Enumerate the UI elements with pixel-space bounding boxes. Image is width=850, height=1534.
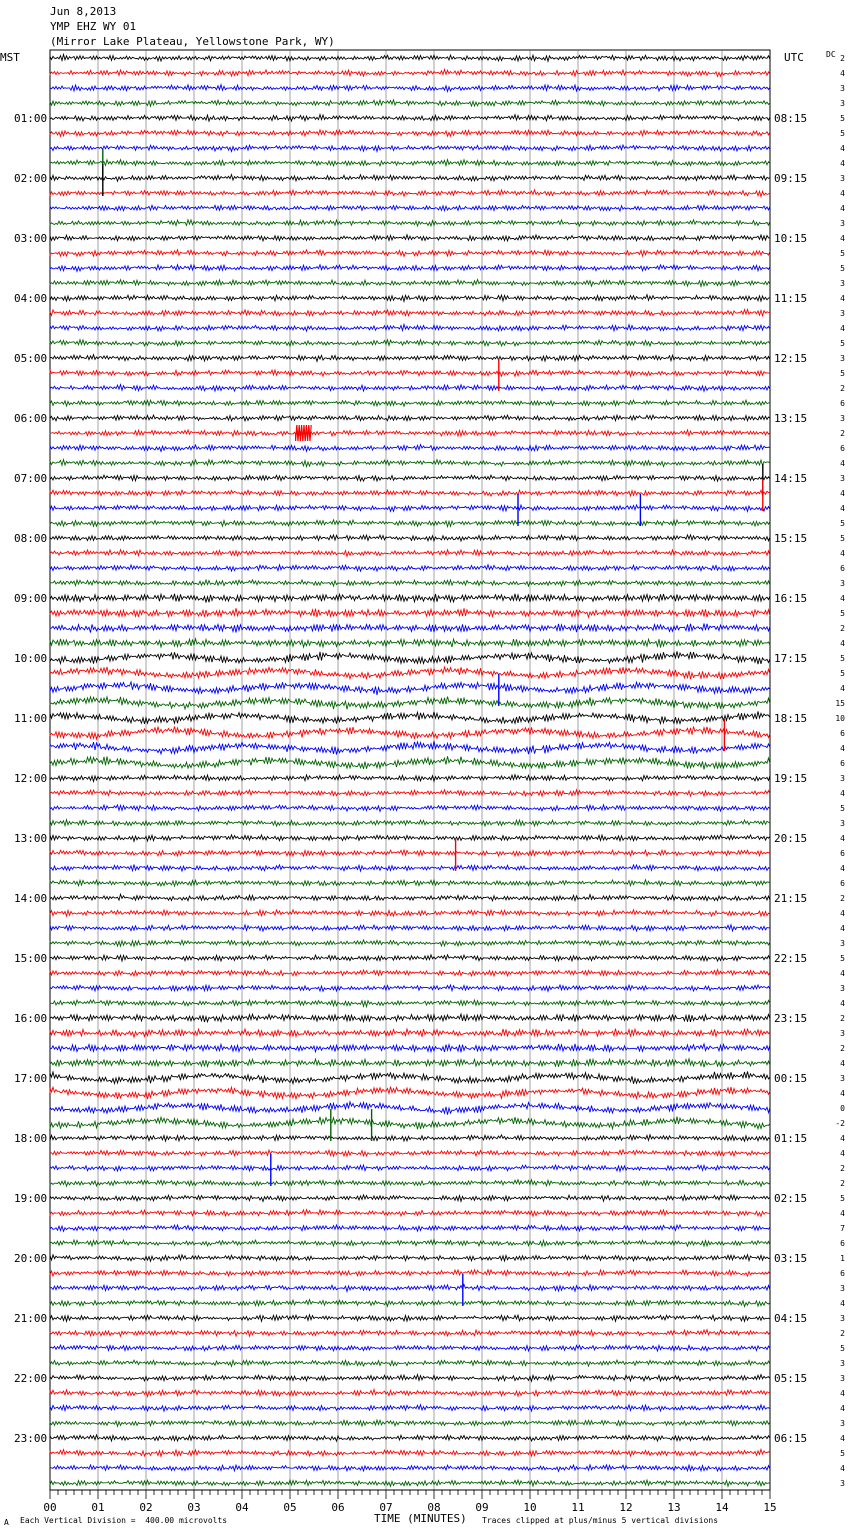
trace-23	[50, 400, 770, 406]
right-hour-label: 23:15	[774, 1012, 808, 1025]
trace-70	[50, 1102, 770, 1115]
dc-offset: 4	[840, 504, 845, 513]
left-hour-label: 18:00	[14, 1132, 48, 1145]
trace-2	[50, 85, 770, 92]
trace-27	[50, 460, 770, 467]
right-hour-label: 06:15	[774, 1432, 808, 1445]
trace-35	[50, 580, 770, 586]
footer-mark: A	[4, 1518, 9, 1527]
x-tick-label: 08	[427, 1501, 441, 1514]
right-timezone-label: UTC	[784, 51, 804, 64]
trace-36	[50, 594, 770, 603]
trace-52	[50, 835, 770, 842]
x-tick-label: 01	[91, 1501, 105, 1514]
right-hour-label: 04:15	[774, 1312, 808, 1325]
dc-offset: 4	[840, 294, 845, 303]
trace-22	[50, 385, 770, 392]
dc-offset: 6	[840, 1269, 845, 1278]
trace-69	[50, 1087, 770, 1099]
right-hour-label: 12:15	[774, 352, 808, 365]
left-hour-label: 01:00	[14, 112, 48, 125]
right-hour-label: 18:15	[774, 712, 808, 725]
dc-offset: -2	[835, 1119, 845, 1128]
dc-offset-labels	[835, 54, 845, 1488]
left-hour-label: 06:00	[14, 412, 48, 425]
dc-offset: 3	[840, 1374, 845, 1383]
dc-offset: 3	[840, 984, 845, 993]
dc-offset: 6	[840, 399, 845, 408]
dc-offset: 4	[840, 1149, 845, 1158]
header-station: YMP EHZ WY 01	[50, 20, 137, 33]
trace-65	[50, 1029, 770, 1038]
dc-offset: 3	[840, 219, 845, 228]
dc-offset: 4	[840, 684, 845, 693]
right-hour-label: 11:15	[774, 292, 808, 305]
left-hour-label: 12:00	[14, 772, 48, 785]
trace-71	[50, 1117, 770, 1130]
trace-16	[50, 295, 770, 302]
trace-24	[50, 415, 770, 421]
dc-offset: 4	[840, 789, 845, 798]
dc-offset: 4	[840, 144, 845, 153]
dc-offset: 3	[840, 939, 845, 948]
trace-66	[50, 1044, 770, 1053]
x-tick-label: 11	[571, 1501, 585, 1514]
dc-offset: 3	[840, 84, 845, 93]
trace-87	[50, 1360, 770, 1366]
trace-61	[50, 970, 770, 976]
trace-29	[50, 490, 770, 496]
left-timezone-label: MST	[0, 51, 20, 64]
x-tick-label: 02	[139, 1501, 153, 1514]
dc-offset: 4	[840, 1434, 845, 1443]
dc-offset: 7	[840, 1224, 845, 1233]
left-hour-label: 13:00	[14, 832, 48, 845]
dc-offset: 2	[840, 1014, 845, 1023]
dc-offset: 4	[840, 924, 845, 933]
right-hour-label: 08:15	[774, 112, 808, 125]
dc-offset: 4	[840, 639, 845, 648]
dc-offset: 3	[840, 1314, 845, 1323]
trace-91	[50, 1420, 770, 1426]
dc-offset: 5	[840, 129, 845, 138]
trace-7	[50, 160, 770, 166]
dc-offset: 2	[840, 894, 845, 903]
trace-12	[50, 235, 770, 241]
trace-88	[50, 1375, 770, 1382]
dc-offset: 2	[840, 624, 845, 633]
dc-offset: 2	[840, 1179, 845, 1188]
dc-offset: 2	[840, 1044, 845, 1053]
dc-offset: 4	[840, 969, 845, 978]
trace-81	[50, 1270, 770, 1276]
trace-60	[50, 955, 770, 961]
trace-18	[50, 324, 770, 331]
right-hour-label: 14:15	[774, 472, 808, 485]
dc-offset: 2	[840, 1329, 845, 1338]
dc-offset: 5	[840, 609, 845, 618]
dc-offset: 6	[840, 1239, 845, 1248]
trace-33	[50, 550, 770, 557]
trace-1	[50, 69, 770, 76]
trace-41	[50, 667, 770, 679]
trace-48	[50, 775, 770, 782]
trace-28	[50, 475, 770, 481]
dc-offset: 6	[840, 729, 845, 738]
dc-offset: 4	[840, 549, 845, 558]
trace-4	[50, 115, 770, 122]
trace-46	[50, 741, 770, 755]
left-hour-label: 08:00	[14, 532, 48, 545]
dc-offset: 6	[840, 444, 845, 453]
trace-25	[50, 430, 770, 436]
trace-62	[50, 985, 770, 991]
dc-offset: 4	[840, 834, 845, 843]
trace-78	[50, 1225, 770, 1231]
trace-45	[50, 727, 770, 740]
footer-clip-note: Traces clipped at plus/minus 5 vertical divisions	[482, 1516, 719, 1525]
dc-offset: 3	[840, 1419, 845, 1428]
left-hour-label: 09:00	[14, 592, 48, 605]
dc-offset: 3	[840, 819, 845, 828]
trace-32	[50, 535, 770, 541]
trace-54	[50, 865, 770, 872]
dc-offset: 5	[840, 804, 845, 813]
dc-offset: 2	[840, 384, 845, 393]
left-hour-label: 07:00	[14, 472, 48, 485]
dc-offset: 5	[840, 669, 845, 678]
trace-58	[50, 925, 770, 931]
trace-31	[50, 520, 770, 527]
dc-offset: 0	[840, 1104, 845, 1113]
trace-19	[50, 340, 770, 346]
trace-42	[50, 682, 770, 695]
dc-offset: 4	[840, 594, 845, 603]
trace-72	[50, 1135, 770, 1141]
right-hour-label: 16:15	[774, 592, 808, 605]
trace-37	[50, 608, 770, 617]
dc-offset: 1	[840, 1254, 845, 1263]
trace-10	[50, 205, 770, 211]
dc-offset: 5	[840, 1449, 845, 1458]
header-location: (Mirror Lake Plateau, Yellowstone Park, WY)	[50, 35, 335, 48]
footer-scale-note: Each Vertical Division = 400.00 microvolts	[20, 1516, 228, 1525]
trace-34	[50, 565, 770, 571]
x-tick-label: 09	[475, 1501, 489, 1514]
right-hour-label: 10:15	[774, 232, 808, 245]
dc-offset: 3	[840, 774, 845, 783]
trace-77	[50, 1210, 770, 1217]
x-tick-label: 00	[43, 1501, 57, 1514]
dc-offset: 3	[840, 279, 845, 288]
trace-14	[50, 265, 770, 272]
dc-offset: 3	[840, 474, 845, 483]
left-hour-label: 02:00	[14, 172, 48, 185]
left-hour-label: 10:00	[14, 652, 48, 665]
trace-20	[50, 355, 770, 362]
trace-30	[50, 505, 770, 511]
trace-47	[50, 756, 770, 769]
trace-73	[50, 1150, 770, 1156]
dc-offset: 4	[840, 189, 845, 198]
dc-offset: 5	[840, 1344, 845, 1353]
dc-offset: 6	[840, 849, 845, 858]
dc-offset: 4	[840, 1404, 845, 1413]
dc-offset: 4	[840, 1209, 845, 1218]
dc-offset: 4	[840, 999, 845, 1008]
dc-offset: 4	[840, 1059, 845, 1068]
trace-49	[50, 790, 770, 796]
right-hour-label: 17:15	[774, 652, 808, 665]
trace-85	[50, 1330, 770, 1337]
x-tick-label: 12	[619, 1501, 633, 1514]
dc-offset: 4	[840, 1389, 845, 1398]
trace-11	[50, 220, 770, 226]
dc-offset: 5	[840, 519, 845, 528]
trace-13	[50, 250, 770, 257]
dc-offset: 4	[840, 204, 845, 213]
dc-offset: 5	[840, 264, 845, 273]
dc-offset: 4	[840, 69, 845, 78]
right-hour-label: 13:15	[774, 412, 808, 425]
trace-63	[50, 1000, 770, 1006]
right-hour-label: 20:15	[774, 832, 808, 845]
right-hour-label: 21:15	[774, 892, 808, 905]
right-hour-label: 02:15	[774, 1192, 808, 1205]
dc-offset: 6	[840, 759, 845, 768]
left-hour-label: 14:00	[14, 892, 48, 905]
dc-offset: 3	[840, 1284, 845, 1293]
left-hour-label: 22:00	[14, 1372, 48, 1385]
x-tick-label: 14	[715, 1501, 729, 1514]
right-hour-label: 09:15	[774, 172, 808, 185]
trace-94	[50, 1465, 770, 1471]
trace-38	[50, 624, 770, 633]
dc-offset: 3	[840, 1479, 845, 1488]
dc-offset: 4	[840, 864, 845, 873]
trace-64	[50, 1014, 770, 1022]
dc-offset: 4	[840, 324, 845, 333]
dc-offset: 6	[840, 879, 845, 888]
trace-67	[50, 1059, 770, 1068]
seismic-traces	[50, 55, 770, 1487]
dc-offset: 5	[840, 954, 845, 963]
left-hour-label: 03:00	[14, 232, 48, 245]
trace-89	[50, 1390, 770, 1397]
trace-44	[50, 711, 770, 724]
trace-15	[50, 280, 770, 287]
left-hour-label: 04:00	[14, 292, 48, 305]
x-tick-label: 15	[763, 1501, 777, 1514]
right-hour-label: 15:15	[774, 532, 808, 545]
trace-83	[50, 1300, 770, 1307]
dc-offset: 3	[840, 1074, 845, 1083]
time-axis	[43, 1490, 776, 1514]
x-tick-label: 04	[235, 1501, 249, 1514]
x-tick-label: 06	[331, 1501, 345, 1514]
left-hour-label: 23:00	[14, 1432, 48, 1445]
event-3	[296, 425, 312, 441]
dc-offset: 3	[840, 579, 845, 588]
trace-43	[50, 697, 770, 710]
trace-82	[50, 1285, 770, 1292]
right-hour-label: 19:15	[774, 772, 808, 785]
trace-3	[50, 100, 770, 106]
right-hour-label: 05:15	[774, 1372, 808, 1385]
dc-offset: 10	[835, 714, 845, 723]
trace-93	[50, 1449, 770, 1456]
trace-79	[50, 1240, 770, 1247]
dc-offset: 5	[840, 369, 845, 378]
left-hour-label: 05:00	[14, 352, 48, 365]
trace-74	[50, 1165, 770, 1171]
x-tick-label: 03	[187, 1501, 201, 1514]
dc-offset: 5	[840, 114, 845, 123]
dc-offset: 4	[840, 1299, 845, 1308]
trace-75	[50, 1180, 770, 1187]
trace-90	[50, 1405, 770, 1411]
left-hour-label: 20:00	[14, 1252, 48, 1265]
trace-68	[50, 1072, 770, 1084]
dc-offset: 3	[840, 309, 845, 318]
dc-offset: 4	[840, 909, 845, 918]
trace-39	[50, 639, 770, 648]
dc-offset: 3	[840, 354, 845, 363]
dc-offset: 3	[840, 1359, 845, 1368]
dc-offset: 3	[840, 174, 845, 183]
header-date: Jun 8,2013	[50, 5, 117, 18]
x-tick-label: 10	[523, 1501, 537, 1514]
trace-53	[50, 850, 770, 856]
dc-offset: 4	[840, 459, 845, 468]
left-hour-label: 19:00	[14, 1192, 48, 1205]
dc-offset: 2	[840, 429, 845, 438]
trace-55	[50, 880, 770, 886]
trace-26	[50, 445, 770, 452]
dc-offset: 2	[840, 54, 845, 63]
trace-50	[50, 805, 770, 812]
right-hour-label: 22:15	[774, 952, 808, 965]
dc-offset: 2	[840, 1164, 845, 1173]
dc-offset: 3	[840, 414, 845, 423]
trace-80	[50, 1255, 770, 1262]
trace-0	[50, 55, 770, 62]
left-hour-label: 21:00	[14, 1312, 48, 1325]
trace-86	[50, 1345, 770, 1351]
dc-offset: 6	[840, 564, 845, 573]
trace-95	[50, 1480, 770, 1486]
dc-offset: 4	[840, 1464, 845, 1473]
dc-offset: 4	[840, 159, 845, 168]
dc-offset: 3	[840, 99, 845, 108]
trace-51	[50, 820, 770, 826]
trace-40	[50, 651, 770, 664]
dc-offset: 4	[840, 489, 845, 498]
trace-92	[50, 1435, 770, 1441]
x-axis-title: TIME (MINUTES)	[374, 1512, 467, 1525]
dc-offset: 5	[840, 249, 845, 258]
left-hour-label: 11:00	[14, 712, 48, 725]
dc-offset: 4	[840, 1134, 845, 1143]
trace-59	[50, 940, 770, 946]
dc-label: DC	[826, 50, 836, 59]
trace-76	[50, 1195, 770, 1202]
dc-offset: 3	[840, 1029, 845, 1038]
left-hour-label: 17:00	[14, 1072, 48, 1085]
trace-6	[50, 145, 770, 151]
trace-8	[50, 175, 770, 182]
dc-offset: 5	[840, 534, 845, 543]
left-hour-label: 15:00	[14, 952, 48, 965]
trace-9	[50, 190, 770, 197]
x-tick-label: 05	[283, 1501, 297, 1514]
dc-offset: 15	[835, 699, 845, 708]
dc-offset: 5	[840, 339, 845, 348]
trace-57	[50, 910, 770, 916]
dc-offset: 5	[840, 1194, 845, 1203]
dc-offset: 4	[840, 1089, 845, 1098]
left-hour-label: 16:00	[14, 1012, 48, 1025]
dc-offset: 4	[840, 744, 845, 753]
dc-offset: 4	[840, 234, 845, 243]
right-hour-label: 00:15	[774, 1072, 808, 1085]
right-hour-label: 03:15	[774, 1252, 808, 1265]
trace-56	[50, 894, 770, 901]
trace-17	[50, 310, 770, 316]
dc-offset: 5	[840, 654, 845, 663]
right-hour-label: 01:15	[774, 1132, 808, 1145]
trace-21	[50, 370, 770, 377]
trace-5	[50, 130, 770, 136]
trace-84	[50, 1315, 770, 1322]
x-tick-label: 13	[667, 1501, 681, 1514]
x-tick-label: 07	[379, 1501, 393, 1514]
